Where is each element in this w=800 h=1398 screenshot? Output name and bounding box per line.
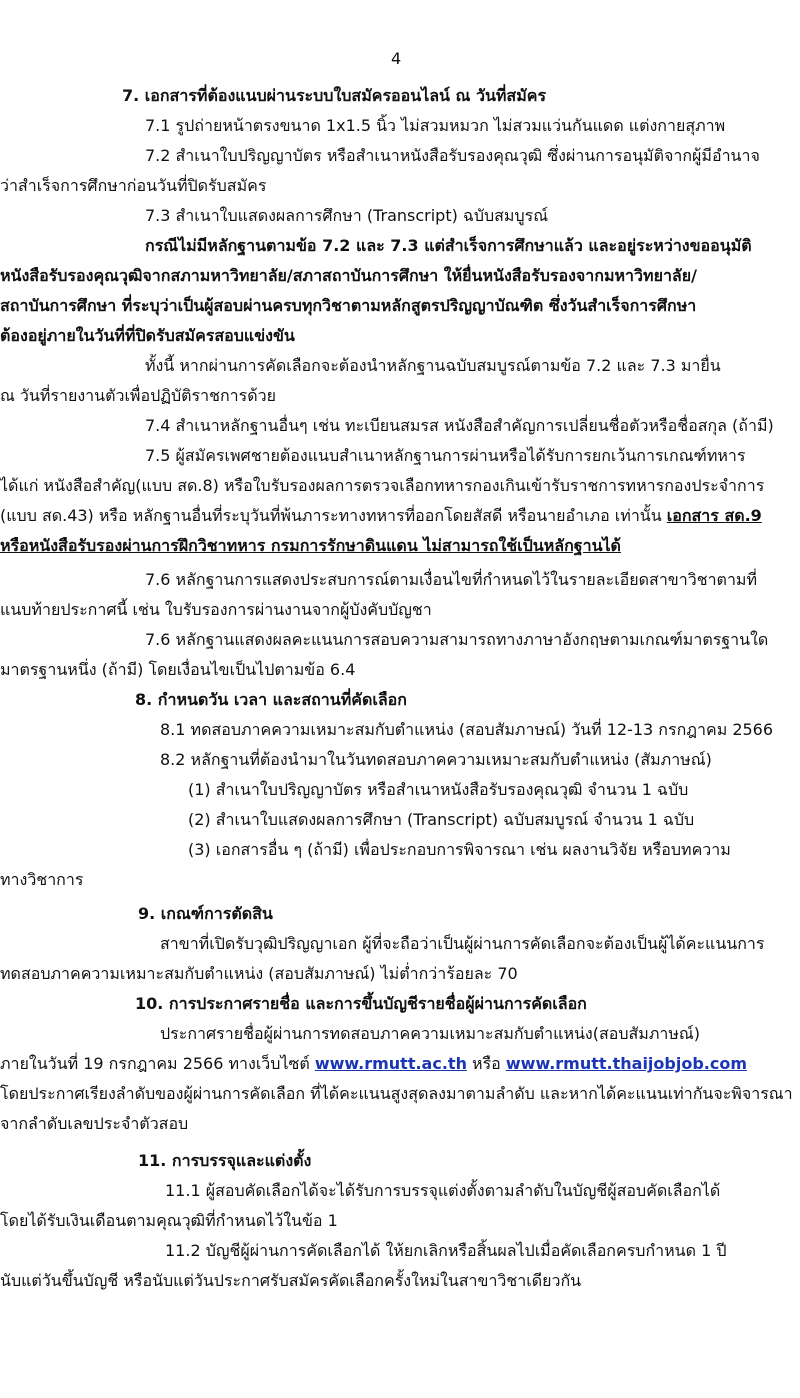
section-10-line3: โดยประกาศเรียงลำดับของผู้ผ่านการคัดเลือก ที่ได้คะแนนสูงสุดลงมาตามลำดับ และหากได้คะแนนเท่ากันจะพิจารณา [0,1084,793,1103]
section-8-heading: 8. กำหนดวัน เวลา และสถานที่คัดเลือก [135,690,407,709]
tangni-line2: ณ วันที่รายงานตัวเพื่อปฏิบัติราชการด้วย [0,386,276,405]
section-9-line1: สาขาที่เปิดรับวุฒิปริญญาเอก ผู้ที่จะถือว่าเป็นผู้ผ่านการคัดเลือกจะต้องเป็นผู้ได้คะแนนการ [160,934,765,953]
note-line1: กรณีไม่มีหลักฐานตามข้อ 7.2 และ 7.3 แต่สำเร็จการศึกษาแล้ว และอยู่ระหว่างขออนุมัติ [145,236,752,255]
item-7-5-line3-text: (แบบ สด.43) หรือ หลักฐานอื่นที่ระบุวันที่พ้นภาระทางทหารที่ออกโดยสัสดี หรือนายอำเภอ เท่านั้น [0,506,667,525]
section-10-line4: จากลำดับเลขประจำตัวสอบ [0,1114,189,1133]
note-line3: สถาบันการศึกษา ที่ระบุว่าเป็นผู้สอบผ่านครบทุกวิชาตามหลักสูตรปริญญาบัณฑิต ซึ่งวันสำเร็จการศึกษา [0,296,697,315]
section-9-line2: ทดสอบภาคความเหมาะสมกับตำแหน่ง (สอบสัมภาษณ์) ไม่ต่ำกว่าร้อยละ 70 [0,964,518,983]
item-7-3: 7.3 สำเนาใบแสดงผลการศึกษา (Transcript) ฉบับสมบูรณ์ [145,206,549,225]
item-8-1: 8.1 ทดสอบภาคความเหมาะสมกับตำแหน่ง (สอบสัมภาษณ์) วันที่ 12-13 กรกฎาคม 2566 [160,720,774,739]
page-number: 4 [391,49,402,68]
item-8-2: 8.2 หลักฐานที่ต้องนำมาในวันทดสอบภาคความเหมาะสมกับตำแหน่ง (สัมภาษณ์) [160,750,712,769]
item-11-2-line1: 11.2 บัญชีผู้ผ่านการคัดเลือกได้ ให้ยกเลิกหรือสิ้นผลไปเมื่อคัดเลือกครบกำหนด 1 ปี [165,1241,727,1260]
item-8-2-sub1: (1) สำเนาใบปริญญาบัตร หรือสำเนาหนังสือรับรองคุณวุฒิ จำนวน 1 ฉบับ [188,780,689,799]
item-7-2-line1: 7.2 สำเนาใบปริญญาบัตร หรือสำเนาหนังสือรับรองคุณวุฒิ ซึ่งผ่านการอนุมัติจากผู้มีอำนาจ [145,146,760,165]
item-11-2-line2: นับแต่วันขึ้นบัญชี หรือนับแต่วันประกาศรับสมัครคัดเลือกครั้งใหม่ในสาขาวิชาเดียวกัน [0,1271,582,1290]
item-7-5-line4: หรือหนังสือรับรองผ่านการฝึกวิชาทหาร กรมการรักษาดินแดน ไม่สามารถใช้เป็นหลักฐานได้ [0,536,621,555]
item-7-6a-line1: 7.6 หลักฐานการแสดงประสบการณ์ตามเงื่อนไขที่กำหนดไว้ในรายละเอียดสาขาวิชาตามที่ [145,570,758,589]
section-10-heading: 10. การประกาศรายชื่อ และการขึ้นบัญชีรายชื่อผู้ผ่านการคัดเลือก [135,994,587,1013]
item-8-2-sub2: (2) สำเนาใบแสดงผลการศึกษา (Transcript) ฉบับสมบูรณ์ จำนวน 1 ฉบับ [188,810,695,829]
item-11-1-line1: 11.1 ผู้สอบคัดเลือกได้จะได้รับการบรรจุแต่งตั้งตามลำดับในบัญชีผู้สอบคัดเลือกได้ [165,1181,721,1200]
item-7-4: 7.4 สำเนาหลักฐานอื่นๆ เช่น ทะเบียนสมรส หนังสือสำคัญการเปลี่ยนชื่อตัวหรือชื่อสกุล (ถ้ามี) [145,416,774,435]
item-7-2-line2: ว่าสำเร็จการศึกษาก่อนวันที่ปิดรับสมัคร [0,176,267,195]
item-7-5-line1: 7.5 ผู้สมัครเพศชายต้องแนบสำเนาหลักฐานการผ่านหรือได้รับการยกเว้นการเกณฑ์ทหาร [145,446,746,465]
item-7-5-line3 [0,505,762,527]
item-7-6b-line2: มาตรฐานหนึ่ง (ถ้ามี) โดยเงื่อนไขเป็นไปตามข้อ 6.4 [0,660,356,679]
note-line4: ต้องอยู่ภายในวันที่ที่ปิดรับสมัครสอบแข่งขัน [0,326,295,345]
section-10-or: หรือ [466,1054,506,1073]
section-9-heading: 9. เกณฑ์การตัดสิน [138,904,273,923]
item-8-2-sub3-line2: ทางวิชาการ [0,870,84,889]
section-10-line2-text: ภายในวันที่ 19 กรกฎาคม 2566 ทางเว็บไซต์ [0,1054,315,1073]
item-7-5-line2: ได้แก่ หนังสือสำคัญ(แบบ สด.8) หรือใบรับรองผลการตรวจเลือกทหารกองเกินเข้ารับราชการทหารกองประจำการ [0,476,765,495]
item-7-6a-line2: แนบท้ายประกาศนี้ เช่น ใบรับรองการผ่านงานจากผู้บังคับบัญชา [0,600,432,619]
section-11-heading: 11. การบรรจุและแต่งตั้ง [138,1151,312,1170]
section-7-heading: 7. เอกสารที่ต้องแนบผ่านระบบใบสมัครออนไลน์ ณ วันที่สมัคร [122,86,547,105]
item-8-2-sub3-line1: (3) เอกสารอื่น ๆ (ถ้ามี) เพื่อประกอบการพิจารณา เช่น ผลงานวิจัย หรือบทความ [188,840,731,859]
thaijobjob-website-link[interactable]: www.rmutt.thaijobjob.com [505,1054,748,1073]
item-7-6b-line1: 7.6 หลักฐานแสดงผลคะแนนการสอบความสามารถทางภาษาอังกฤษตามเกณฑ์มาตรฐานใด [145,630,769,649]
item-7-1: 7.1 รูปถ่ายหน้าตรงขนาด 1x1.5 นิ้ว ไม่สวมหมวก ไม่สวมแว่นกันแดด แต่งกายสุภาพ [145,116,726,135]
section-10-line2 [0,1053,747,1075]
section-10-line1: ประกาศรายชื่อผู้ผ่านการทดสอบภาคความเหมาะสมกับตำแหน่ง(สอบสัมภาษณ์) [160,1024,700,1043]
note-line2: หนังสือรับรองคุณวุฒิจากสภามหาวิทยาลัย/สภาสถาบันการศึกษา ให้ยื่นหนังสือรับรองจากมหาวิทยาลัย/ [0,266,697,285]
tangni-line1: ทั้งนี้ หากผ่านการคัดเลือกจะต้องนำหลักฐานฉบับสมบูรณ์ตามข้อ 7.2 และ 7.3 มายื่น [145,356,721,375]
item-11-1-line2: โดยได้รับเงินเดือนตามคุณวุฒิที่กำหนดไว้ในข้อ 1 [0,1211,338,1230]
rmutt-website-link[interactable]: www.rmutt.ac.th [314,1054,467,1073]
sd9-emphasis: เอกสาร สด.9 [666,506,762,525]
